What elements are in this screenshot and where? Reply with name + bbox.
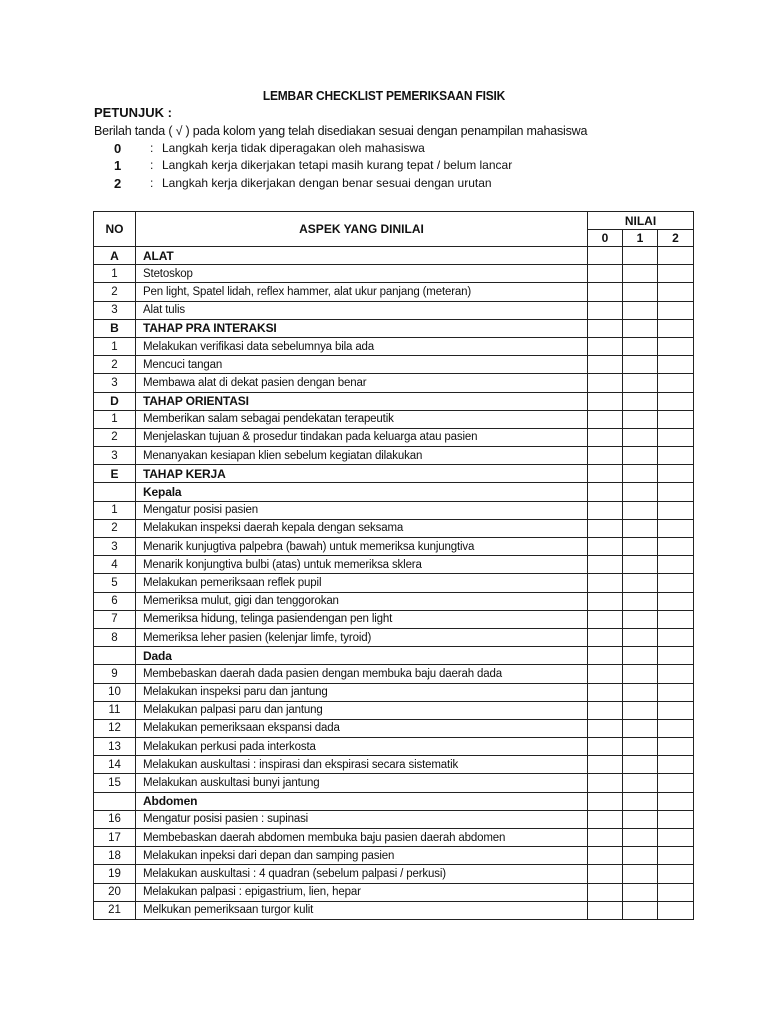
- aspect-text: Pen light, Spatel lidah, reflex hammer, alat ukur panjang (meteran): [136, 283, 588, 301]
- score-cell-1[interactable]: [623, 774, 658, 792]
- score-cell-0[interactable]: [588, 865, 623, 883]
- score-cell-0[interactable]: [588, 356, 623, 374]
- row-number: 17: [94, 829, 136, 847]
- table-row: [94, 447, 694, 465]
- aspect-text: Melakukan inspeksi daerah kepala dengan seksama: [136, 519, 588, 537]
- row-number: 11: [94, 701, 136, 719]
- header-no: NO: [94, 212, 136, 247]
- score-cell-2[interactable]: [658, 447, 694, 465]
- score-cell-0[interactable]: [588, 319, 623, 337]
- table-row: [94, 683, 694, 701]
- table-row: [94, 301, 694, 319]
- row-number: 2: [94, 356, 136, 374]
- row-number: E: [94, 465, 136, 483]
- score-cell-2[interactable]: [658, 719, 694, 737]
- legend-colon: :: [150, 141, 154, 155]
- score-cell-1[interactable]: [623, 574, 658, 592]
- header-score-2: 2: [658, 230, 694, 247]
- score-cell-1[interactable]: [623, 265, 658, 283]
- table-row: [94, 501, 694, 519]
- score-cell-1[interactable]: [623, 374, 658, 392]
- score-cell-2[interactable]: [658, 356, 694, 374]
- score-cell-0[interactable]: [588, 792, 623, 810]
- score-cell-2[interactable]: [658, 738, 694, 756]
- score-cell-2[interactable]: [658, 792, 694, 810]
- section-title: TAHAP ORIENTASI: [136, 392, 588, 410]
- row-number: 1: [94, 265, 136, 283]
- header-aspek: ASPEK YANG DINILAI: [136, 212, 588, 247]
- section-row: [94, 465, 694, 483]
- table-row: [94, 592, 694, 610]
- score-cell-2[interactable]: [658, 774, 694, 792]
- score-cell-1[interactable]: [623, 447, 658, 465]
- aspect-text: Melakukan palpasi paru dan jantung: [136, 701, 588, 719]
- aspect-text: Melakukan inpeksi dari depan dan samping pasien: [136, 847, 588, 865]
- subsection-row: [94, 647, 694, 665]
- score-cell-2[interactable]: [658, 683, 694, 701]
- score-cell-2[interactable]: [658, 883, 694, 901]
- aspect-text: Melkukan pemeriksaan turgor kulit: [136, 901, 588, 919]
- row-number: [94, 647, 136, 665]
- score-cell-0[interactable]: [588, 628, 623, 646]
- row-number: 1: [94, 337, 136, 355]
- score-cell-2[interactable]: [658, 756, 694, 774]
- aspect-text: Membebaskan daerah dada pasien dengan membuka baju daerah dada: [136, 665, 588, 683]
- table-row: [94, 883, 694, 901]
- score-cell-0[interactable]: [588, 610, 623, 628]
- legend-colon: :: [150, 176, 154, 190]
- aspect-text: Melakukan auskultasi : 4 quadran (sebelum palpasi / perkusi): [136, 865, 588, 883]
- aspect-text: Menanyakan kesiapan klien sebelum kegiatan dilakukan: [136, 447, 588, 465]
- score-cell-0[interactable]: [588, 301, 623, 319]
- table-row: [94, 810, 694, 828]
- aspect-text: Menarik kunjugtiva palpebra (bawah) untuk memeriksa kunjungtiva: [136, 538, 588, 556]
- score-cell-1[interactable]: [623, 792, 658, 810]
- subsection-title: Kepala: [136, 483, 588, 501]
- score-cell-1[interactable]: [623, 810, 658, 828]
- legend-description: Langkah kerja dikerjakan tetapi masih kurang tepat / belum lancar: [162, 158, 513, 172]
- row-number: 19: [94, 865, 136, 883]
- score-cell-0[interactable]: [588, 592, 623, 610]
- score-cell-1[interactable]: [623, 719, 658, 737]
- score-cell-2[interactable]: [658, 810, 694, 828]
- section-title: ALAT: [136, 247, 588, 265]
- score-cell-0[interactable]: [588, 738, 623, 756]
- aspect-text: Stetoskop: [136, 265, 588, 283]
- row-number: 20: [94, 883, 136, 901]
- score-cell-1[interactable]: [623, 392, 658, 410]
- row-number: 18: [94, 847, 136, 865]
- score-cell-0[interactable]: [588, 428, 623, 446]
- score-cell-2[interactable]: [658, 519, 694, 537]
- score-cell-2[interactable]: [658, 283, 694, 301]
- aspect-text: Menjelaskan tujuan & prosedur tindakan pada keluarga atau pasien: [136, 428, 588, 446]
- aspect-text: Melakukan pemeriksaan ekspansi dada: [136, 719, 588, 737]
- score-cell-2[interactable]: [658, 665, 694, 683]
- score-cell-1[interactable]: [623, 901, 658, 919]
- table-row: [94, 428, 694, 446]
- row-number: 3: [94, 374, 136, 392]
- score-cell-2[interactable]: [658, 465, 694, 483]
- score-cell-1[interactable]: [623, 319, 658, 337]
- subsection-title: Dada: [136, 647, 588, 665]
- section-title: TAHAP KERJA: [136, 465, 588, 483]
- table-row: [94, 719, 694, 737]
- row-number: 5: [94, 574, 136, 592]
- table-row: [94, 665, 694, 683]
- row-number: 12: [94, 719, 136, 737]
- score-cell-0[interactable]: [588, 847, 623, 865]
- table-row: [94, 628, 694, 646]
- table-row: [94, 701, 694, 719]
- score-cell-1[interactable]: [623, 247, 658, 265]
- row-number: 1: [94, 501, 136, 519]
- score-cell-1[interactable]: [623, 847, 658, 865]
- table-row: [94, 538, 694, 556]
- score-cell-2[interactable]: [658, 410, 694, 428]
- aspect-text: Memeriksa hidung, telinga pasiendengan pen light: [136, 610, 588, 628]
- score-cell-0[interactable]: [588, 756, 623, 774]
- score-cell-1[interactable]: [623, 301, 658, 319]
- score-cell-1[interactable]: [623, 465, 658, 483]
- legend-description: Langkah kerja tidak diperagakan oleh mahasiswa: [162, 141, 425, 155]
- subsection-title: Abdomen: [136, 792, 588, 810]
- score-cell-0[interactable]: [588, 374, 623, 392]
- score-cell-0[interactable]: [588, 774, 623, 792]
- row-number: 16: [94, 810, 136, 828]
- score-cell-2[interactable]: [658, 574, 694, 592]
- score-cell-1[interactable]: [623, 738, 658, 756]
- score-cell-2[interactable]: [658, 501, 694, 519]
- section-row: [94, 319, 694, 337]
- score-cell-1[interactable]: [623, 829, 658, 847]
- score-cell-1[interactable]: [623, 337, 658, 355]
- score-cell-2[interactable]: [658, 374, 694, 392]
- row-number: 6: [94, 592, 136, 610]
- table-row: [94, 756, 694, 774]
- score-cell-1[interactable]: [623, 556, 658, 574]
- header-score-0: 0: [588, 230, 623, 247]
- score-cell-2[interactable]: [658, 901, 694, 919]
- score-cell-0[interactable]: [588, 465, 623, 483]
- score-cell-0[interactable]: [588, 574, 623, 592]
- table-row: [94, 356, 694, 374]
- score-cell-0[interactable]: [588, 501, 623, 519]
- aspect-text: Alat tulis: [136, 301, 588, 319]
- legend-description: Langkah kerja dikerjakan dengan benar sesuai dengan urutan: [162, 176, 492, 190]
- score-cell-1[interactable]: [623, 628, 658, 646]
- score-cell-2[interactable]: [658, 628, 694, 646]
- instructions-heading: PETUNJUK :: [94, 105, 173, 120]
- score-cell-1[interactable]: [623, 683, 658, 701]
- table-row: [94, 829, 694, 847]
- aspect-text: Melakukan perkusi pada interkosta: [136, 738, 588, 756]
- row-number: 8: [94, 628, 136, 646]
- row-number: A: [94, 247, 136, 265]
- score-cell-2[interactable]: [658, 610, 694, 628]
- section-row: [94, 392, 694, 410]
- aspect-text: Membebaskan daerah abdomen membuka baju pasien daerah abdomen: [136, 829, 588, 847]
- table-row: [94, 847, 694, 865]
- row-number: 1: [94, 410, 136, 428]
- score-cell-2[interactable]: [658, 556, 694, 574]
- table-row: [94, 738, 694, 756]
- table-row: [94, 265, 694, 283]
- table-row: [94, 610, 694, 628]
- score-cell-1[interactable]: [623, 428, 658, 446]
- score-cell-2[interactable]: [658, 701, 694, 719]
- table-row: [94, 574, 694, 592]
- row-number: 2: [94, 283, 136, 301]
- instruction-text: Berilah tanda ( √ ) pada kolom yang telah disediakan sesuai dengan penampilan mahasiswa: [94, 124, 588, 138]
- score-cell-0[interactable]: [588, 829, 623, 847]
- score-cell-1[interactable]: [623, 538, 658, 556]
- score-cell-1[interactable]: [623, 592, 658, 610]
- checklist-body: [94, 247, 694, 920]
- row-number: D: [94, 392, 136, 410]
- aspect-text: Melakukan palpasi : epigastrium, lien, hepar: [136, 883, 588, 901]
- score-cell-2[interactable]: [658, 337, 694, 355]
- header-nilai: NILAI: [588, 212, 694, 230]
- score-cell-0[interactable]: [588, 447, 623, 465]
- score-cell-1[interactable]: [623, 865, 658, 883]
- score-cell-0[interactable]: [588, 337, 623, 355]
- score-cell-1[interactable]: [623, 665, 658, 683]
- row-number: 3: [94, 301, 136, 319]
- score-cell-2[interactable]: [658, 319, 694, 337]
- score-cell-0[interactable]: [588, 647, 623, 665]
- score-cell-1[interactable]: [623, 356, 658, 374]
- score-cell-0[interactable]: [588, 901, 623, 919]
- row-number: 13: [94, 738, 136, 756]
- legend-code: 2: [114, 176, 122, 191]
- document-title: LEMBAR CHECKLIST PEMERIKSAAN FISIK: [262, 88, 506, 103]
- aspect-text: Melakukan pemeriksaan reflek pupil: [136, 574, 588, 592]
- score-cell-1[interactable]: [623, 756, 658, 774]
- score-cell-1[interactable]: [623, 883, 658, 901]
- score-cell-2[interactable]: [658, 301, 694, 319]
- legend-code: 0: [114, 141, 122, 156]
- aspect-text: Melakukan verifikasi data sebelumnya bila ada: [136, 337, 588, 355]
- score-cell-0[interactable]: [588, 410, 623, 428]
- legend-code: 1: [114, 158, 122, 173]
- score-cell-1[interactable]: [623, 519, 658, 537]
- section-title: TAHAP PRA INTERAKSI: [136, 319, 588, 337]
- aspect-text: Memeriksa leher pasien (kelenjar limfe, tyroid): [136, 628, 588, 646]
- score-cell-0[interactable]: [588, 247, 623, 265]
- row-number: 10: [94, 683, 136, 701]
- subsection-row: [94, 792, 694, 810]
- score-cell-0[interactable]: [588, 883, 623, 901]
- table-row: [94, 774, 694, 792]
- row-number: 3: [94, 447, 136, 465]
- table-row: [94, 283, 694, 301]
- checklist-table: [93, 211, 694, 920]
- row-number: [94, 483, 136, 501]
- score-cell-1[interactable]: [623, 610, 658, 628]
- section-row: [94, 247, 694, 265]
- aspect-text: Memeriksa mulut, gigi dan tenggorokan: [136, 592, 588, 610]
- score-cell-0[interactable]: [588, 683, 623, 701]
- row-number: B: [94, 319, 136, 337]
- score-cell-1[interactable]: [623, 647, 658, 665]
- aspect-text: Melakukan inspeksi paru dan jantung: [136, 683, 588, 701]
- score-cell-0[interactable]: [588, 665, 623, 683]
- table-row: [94, 337, 694, 355]
- score-cell-2[interactable]: [658, 592, 694, 610]
- score-cell-1[interactable]: [623, 501, 658, 519]
- score-cell-2[interactable]: [658, 265, 694, 283]
- row-number: 15: [94, 774, 136, 792]
- score-cell-0[interactable]: [588, 283, 623, 301]
- row-number: 7: [94, 610, 136, 628]
- aspect-text: Membawa alat di dekat pasien dengan benar: [136, 374, 588, 392]
- row-number: [94, 792, 136, 810]
- score-cell-2[interactable]: [658, 428, 694, 446]
- score-cell-0[interactable]: [588, 265, 623, 283]
- score-cell-1[interactable]: [623, 283, 658, 301]
- score-cell-1[interactable]: [623, 483, 658, 501]
- table-row: [94, 410, 694, 428]
- score-cell-0[interactable]: [588, 483, 623, 501]
- score-cell-1[interactable]: [623, 410, 658, 428]
- score-cell-2[interactable]: [658, 865, 694, 883]
- table-row: [94, 865, 694, 883]
- table-row: [94, 374, 694, 392]
- row-number: 2: [94, 519, 136, 537]
- score-cell-2[interactable]: [658, 483, 694, 501]
- aspect-text: Mengatur posisi pasien: [136, 501, 588, 519]
- score-cell-2[interactable]: [658, 829, 694, 847]
- header-score-1: 1: [623, 230, 658, 247]
- score-cell-0[interactable]: [588, 538, 623, 556]
- legend-colon: :: [150, 158, 154, 172]
- aspect-text: Melakukan auskultasi bunyi jantung: [136, 774, 588, 792]
- row-number: 2: [94, 428, 136, 446]
- score-cell-2[interactable]: [658, 847, 694, 865]
- aspect-text: Mengatur posisi pasien : supinasi: [136, 810, 588, 828]
- score-cell-0[interactable]: [588, 556, 623, 574]
- table-row: [94, 519, 694, 537]
- row-number: 21: [94, 901, 136, 919]
- score-cell-0[interactable]: [588, 392, 623, 410]
- score-cell-0[interactable]: [588, 701, 623, 719]
- aspect-text: Memberikan salam sebagai pendekatan terapeutik: [136, 410, 588, 428]
- row-number: 4: [94, 556, 136, 574]
- score-cell-2[interactable]: [658, 538, 694, 556]
- table-row: [94, 556, 694, 574]
- subsection-row: [94, 483, 694, 501]
- table-row: [94, 901, 694, 919]
- score-cell-2[interactable]: [658, 647, 694, 665]
- row-number: 9: [94, 665, 136, 683]
- score-cell-0[interactable]: [588, 719, 623, 737]
- score-cell-1[interactable]: [623, 701, 658, 719]
- score-cell-0[interactable]: [588, 810, 623, 828]
- aspect-text: Mencuci tangan: [136, 356, 588, 374]
- score-cell-0[interactable]: [588, 519, 623, 537]
- aspect-text: Menarik konjungtiva bulbi (atas) untuk memeriksa sklera: [136, 556, 588, 574]
- score-cell-2[interactable]: [658, 392, 694, 410]
- row-number: 14: [94, 756, 136, 774]
- aspect-text: Melakukan auskultasi : inspirasi dan ekspirasi secara sistematik: [136, 756, 588, 774]
- score-cell-2[interactable]: [658, 247, 694, 265]
- row-number: 3: [94, 538, 136, 556]
